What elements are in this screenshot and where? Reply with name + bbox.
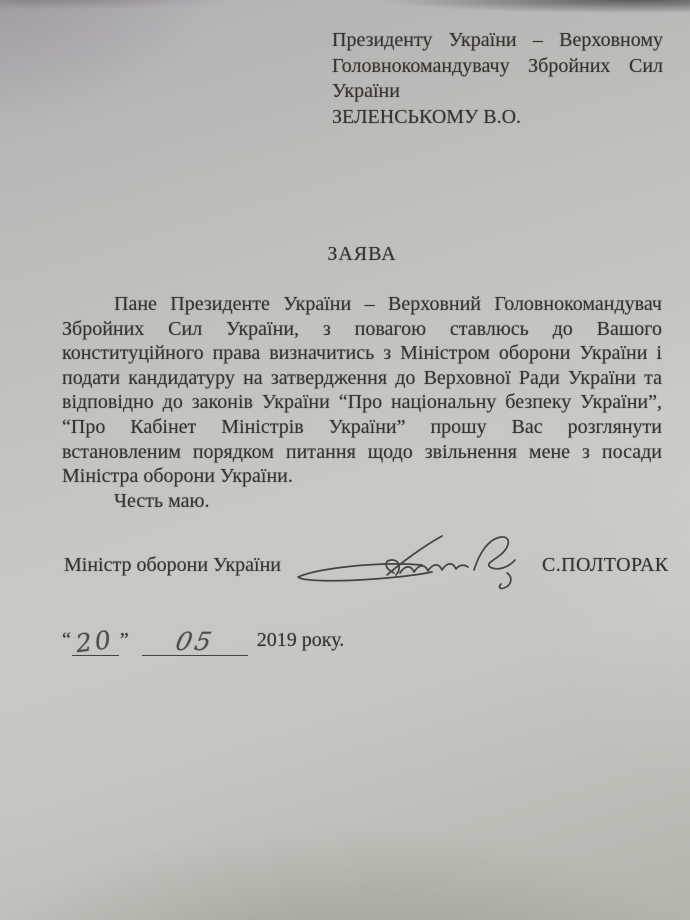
body-line: Міністра оборони України.	[62, 465, 293, 488]
document-title: ЗАЯВА	[327, 243, 397, 265]
handwritten-month: 05	[173, 627, 217, 656]
date-day-blank	[72, 624, 119, 659]
date-month-blank	[142, 629, 248, 656]
handwritten-signature	[290, 533, 546, 593]
date-year-text: 2019 року.	[256, 629, 345, 651]
recipient-line: України	[332, 80, 400, 102]
body-line: конституційного права визначитись з Міністром оборони України і	[62, 342, 662, 365]
body-line: Збройних Сил України, з повагою ставлюсь до Вашого	[62, 317, 662, 340]
recipient-line: Президенту України – Верховному	[332, 29, 663, 51]
signer-name: С.ПОЛТОРАК	[542, 554, 669, 576]
statement-body	[62, 292, 662, 513]
closing-line: Честь маю.	[114, 489, 210, 512]
body-line: встановленим порядком питання щодо звільнення мене з посади	[62, 440, 662, 463]
date-close-quote: ”	[119, 629, 129, 651]
date-open-quote: “	[62, 629, 71, 651]
body-line: подати кандидатуру на затвердження до Верховної Ради України та	[62, 366, 662, 389]
body-line: “Про Кабінет Міністрів України” прошу Вас розглянути	[62, 415, 662, 438]
body-line: Пане Президенте України – Верховний Головнокомандувач	[114, 293, 662, 315]
date-line	[62, 624, 345, 659]
body-line: відповідно до законів України “Про національну безпеку України”,	[62, 391, 662, 414]
recipient-address-block	[332, 28, 663, 130]
recipient-name-line: ЗЕЛЕНСЬКОМУ В.О.	[332, 105, 522, 128]
handwritten-day: 20	[74, 624, 116, 659]
recipient-line: Головнокомандувачу Збройних Сил	[332, 54, 663, 77]
signer-position-label: Міністр оборони України	[64, 554, 282, 576]
